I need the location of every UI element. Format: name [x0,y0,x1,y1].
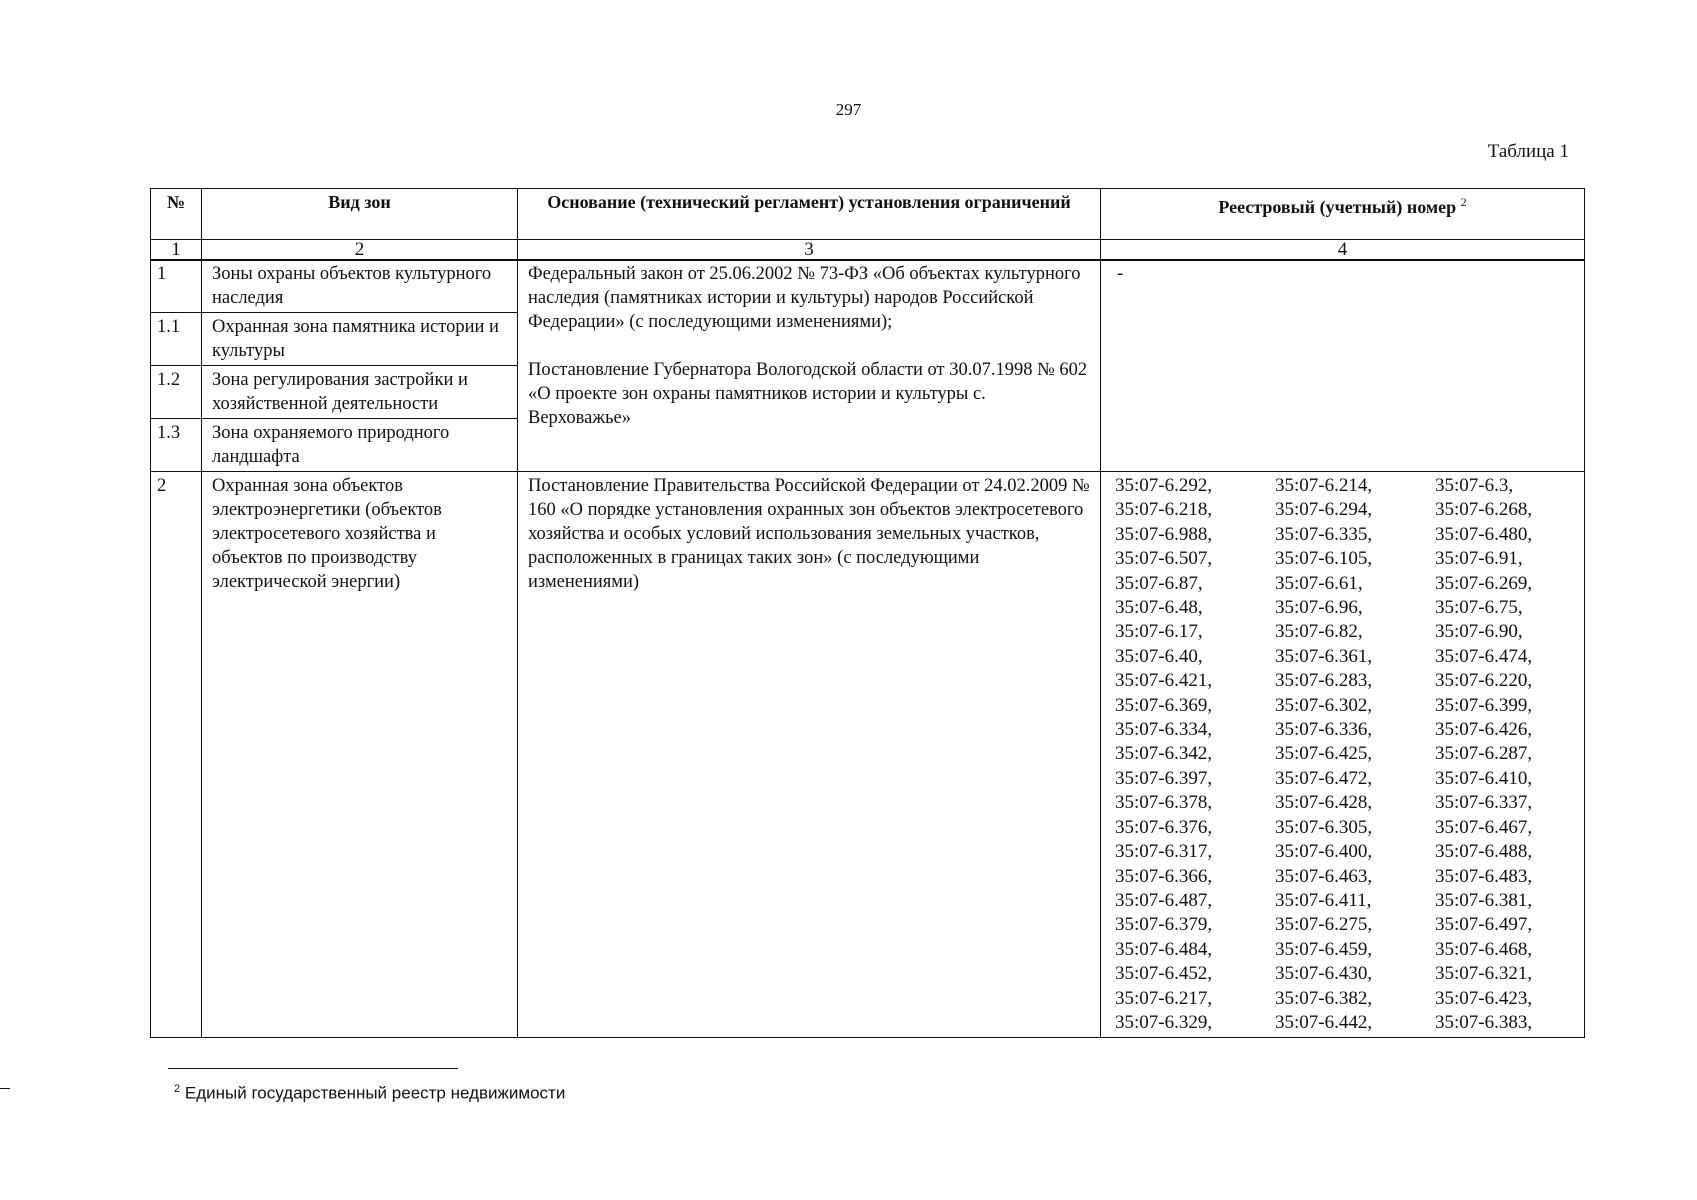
zone-type: Охранная зона памятника истории и культуры [202,313,518,366]
registry-number: 35:07-6.217, [1115,987,1213,1009]
footnote [174,1083,565,1104]
registry-number: 35:07-6.484, [1115,938,1213,960]
registry-number: 35:07-6.61, [1275,572,1363,594]
registry-number: 35:07-6.17, [1115,621,1203,643]
row-number: 1.1 [151,313,202,366]
registry-number: 35:07-6.75, [1435,597,1523,619]
margin-dash [0,1088,10,1089]
registry-number: 35:07-6.507, [1115,548,1213,570]
registry-number: 35:07-6.369, [1115,694,1213,716]
registry-number: 35:07-6.399, [1435,694,1533,716]
registry-number: 35:07-6.428, [1275,792,1373,814]
header-zone-type: Вид зон [202,189,518,240]
registry-number: 35:07-6.334, [1115,719,1213,741]
registry-number: 35:07-6.302, [1275,694,1373,716]
registry-number: 35:07-6.379, [1115,914,1213,936]
registry-number-list [1111,474,1574,1035]
footnote-mark: 2 [174,1083,181,1095]
registry-number: 35:07-6.378, [1115,792,1213,814]
registry-number: 35:07-6.292, [1115,475,1213,496]
registry-dash: - [1117,264,1124,284]
header-no: № [151,189,202,240]
registry-number: 35:07-6.268, [1435,499,1533,521]
registry-number: 35:07-6.383, [1435,1011,1533,1033]
basis-governor-decree: Постановление Губернатора Вологодской области от 30.07.1998 № 602 «О проекте зон охраны памятников истории и культуры с. Верховажье» [528,360,1088,428]
registry-number: 35:07-6.467, [1435,816,1533,838]
registry-number: 35:07-6.283, [1275,670,1373,692]
registry-number: 35:07-6.220, [1435,670,1533,692]
header-basis: Основание (технический регламент) установления ограничений [518,189,1101,240]
registry-number: 35:07-6.480, [1435,523,1533,545]
registry-cell-group2 [1101,472,1585,1038]
registry-number: 35:07-6.90, [1435,621,1523,643]
table-row [151,260,1585,313]
registry-number: 35:07-6.82, [1275,621,1363,643]
column-number-1: 1 [151,240,202,261]
registry-number: 35:07-6.87, [1115,572,1203,594]
registry-number: 35:07-6.472, [1275,767,1373,789]
registry-number: 35:07-6.294, [1275,499,1373,521]
registry-number: 35:07-6.382, [1275,987,1373,1009]
registry-number: 35:07-6.48, [1115,597,1203,619]
registry-number: 35:07-6.337, [1435,792,1533,814]
zone-type: Зона охраняемого природного ландшафта [202,419,518,472]
table-caption: Таблица 1 [1487,141,1569,162]
table-body [150,259,1585,1038]
registry-number: 35:07-6.317, [1115,841,1213,863]
basis-federal-law: Федеральный закон от 25.06.2002 № 73-ФЗ «Об объектах культурного наследия (памятниках истории и культуры) народов Российской Федерации» (с последующими изменениями); [528,264,1081,332]
footnote-divider [168,1068,458,1069]
registry-number: 35:07-6.452, [1115,963,1213,985]
table-row [151,472,1585,1038]
registry-number: 35:07-6.468, [1435,938,1533,960]
registry-number: 35:07-6.3, [1435,475,1514,496]
registry-number: 35:07-6.269, [1435,572,1533,594]
registry-number: 35:07-6.421, [1115,670,1213,692]
header-registry-footnote-mark: 2 [1460,195,1467,209]
registry-number: 35:07-6.430, [1275,963,1373,985]
zone-type: Зоны охраны объектов культурного наследия [202,260,518,313]
registry-number: 35:07-6.410, [1435,767,1533,789]
row-number: 1 [151,260,202,313]
registry-number: 35:07-6.497, [1435,914,1533,936]
registry-number: 35:07-6.423, [1435,987,1533,1009]
registry-cell-group1 [1101,260,1585,472]
column-number-3: 3 [518,240,1101,261]
row-number: 2 [151,472,202,1038]
registry-number: 35:07-6.474, [1435,645,1533,667]
registry-number: 35:07-6.487, [1115,889,1213,911]
registry-number: 35:07-6.366, [1115,865,1213,887]
registry-number: 35:07-6.463, [1275,865,1373,887]
header-registry [1101,189,1585,240]
registry-number: 35:07-6.381, [1435,889,1533,911]
footnote-text: Единый государственный реестр недвижимости [184,1083,566,1103]
header-registry-label: Реестровый (учетный) номер [1218,197,1457,217]
registry-number: 35:07-6.400, [1275,841,1373,863]
registry-number: 35:07-6.91, [1435,548,1523,570]
registry-number: 35:07-6.426, [1435,719,1533,741]
column-number-4: 4 [1101,240,1585,261]
registry-number: 35:07-6.287, [1435,743,1533,765]
basis-cell-group1 [518,260,1101,472]
registry-number: 35:07-6.483, [1435,865,1533,887]
registry-number: 35:07-6.305, [1275,816,1373,838]
basis-government-decree: Постановление Правительства Российской Федерации от 24.02.2009 № 160 «О порядке установления охранных зон объектов электросетевого хозяйства и особых условий использования земельных участков, расположенных в границах таких зон» (с последующими изменениями) [518,472,1101,1038]
row-number: 1.3 [151,419,202,472]
registry-number: 35:07-6.425, [1275,743,1373,765]
zone-type: Зона регулирования застройки и хозяйственной деятельности [202,366,518,419]
registry-number: 35:07-6.96, [1275,597,1363,619]
registry-number: 35:07-6.361, [1275,645,1373,667]
registry-number: 35:07-6.335, [1275,523,1373,545]
registry-number: 35:07-6.397, [1115,767,1213,789]
registry-number: 35:07-6.342, [1115,743,1213,765]
row-number: 1.2 [151,366,202,419]
registry-number: 35:07-6.411, [1275,889,1372,911]
column-number-2: 2 [202,240,518,261]
registry-number: 35:07-6.329, [1115,1011,1213,1033]
registry-number: 35:07-6.40, [1115,645,1203,667]
registry-number: 35:07-6.214, [1275,475,1373,496]
registry-number: 35:07-6.336, [1275,719,1373,741]
zone-type: Охранная зона объектов электроэнергетики (объектов электросетевого хозяйства и объектов по производству электрической энергии) [202,472,518,1038]
registry-number: 35:07-6.988, [1115,523,1213,545]
registry-number: 35:07-6.321, [1435,963,1533,985]
page-number: 297 [835,100,862,119]
registry-number: 35:07-6.459, [1275,938,1373,960]
registry-number: 35:07-6.376, [1115,816,1213,838]
registry-number: 35:07-6.218, [1115,499,1213,521]
registry-number: 35:07-6.442, [1275,1011,1373,1033]
table-header [150,188,1585,261]
registry-number: 35:07-6.488, [1435,841,1533,863]
registry-number: 35:07-6.275, [1275,914,1373,936]
registry-number: 35:07-6.105, [1275,548,1373,570]
